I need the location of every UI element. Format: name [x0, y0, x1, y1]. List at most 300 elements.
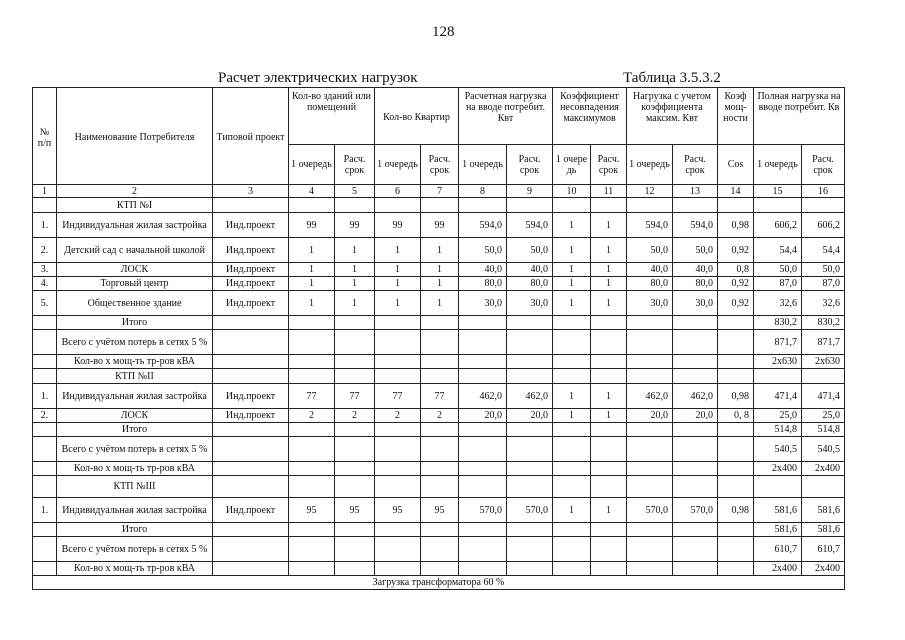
empty-cell	[421, 537, 459, 562]
value-cell: 50,0	[507, 238, 553, 263]
empty-cell	[591, 437, 627, 462]
empty-cell	[335, 523, 375, 537]
value-cell: 25,0	[754, 409, 802, 423]
column-number: 11	[591, 185, 627, 198]
table-row	[33, 213, 845, 238]
value-cell: 50,0	[459, 238, 507, 263]
empty-cell	[591, 369, 627, 384]
empty-cell	[673, 330, 718, 355]
value-cell: 0,8	[718, 263, 754, 277]
empty-cell	[375, 369, 421, 384]
page-number: 128	[432, 24, 455, 40]
empty-cell	[459, 537, 507, 562]
empty-cell	[802, 476, 845, 498]
project-type: Инд.проект	[213, 291, 289, 316]
column-number: 15	[754, 185, 802, 198]
value-cell: 0, 8	[718, 409, 754, 423]
consumer-name: ЛОСК	[57, 409, 213, 423]
total-row	[33, 423, 845, 437]
consumer-name: Детский сад с начальной школой	[57, 238, 213, 263]
transformers-row-value: 2х400	[754, 562, 802, 576]
value-cell: 50,0	[627, 238, 673, 263]
empty-cell	[421, 198, 459, 213]
empty-cell	[673, 437, 718, 462]
value-cell: 581,6	[802, 498, 845, 523]
empty-cell	[459, 437, 507, 462]
empty-cell	[673, 316, 718, 330]
value-cell: 0,92	[718, 277, 754, 291]
column-number: 10	[553, 185, 591, 198]
empty-cell	[627, 355, 673, 369]
empty-cell	[33, 476, 57, 498]
subheader-calc: Расч. срок	[802, 145, 845, 185]
empty-cell	[507, 423, 553, 437]
empty-cell	[33, 330, 57, 355]
empty-cell	[718, 437, 754, 462]
empty-cell	[553, 562, 591, 576]
empty-cell	[718, 369, 754, 384]
value-cell: 2	[289, 409, 335, 423]
column-number: 14	[718, 185, 754, 198]
losses-row-value: 540,5	[802, 437, 845, 462]
value-cell: 1	[591, 291, 627, 316]
header-name: Наименование Потребителя	[57, 88, 213, 185]
value-cell: 606,2	[802, 213, 845, 238]
empty-cell	[459, 562, 507, 576]
table-row	[33, 498, 845, 523]
empty-cell	[553, 437, 591, 462]
empty-cell	[375, 476, 421, 498]
empty-cell	[33, 462, 57, 476]
value-cell: 30,0	[459, 291, 507, 316]
losses-row-value: 871,7	[802, 330, 845, 355]
empty-cell	[507, 476, 553, 498]
empty-cell	[627, 537, 673, 562]
transformers-row	[33, 462, 845, 476]
empty-cell	[335, 462, 375, 476]
empty-cell	[718, 355, 754, 369]
value-cell: 2	[375, 409, 421, 423]
empty-cell	[507, 198, 553, 213]
empty-cell	[33, 423, 57, 437]
empty-cell	[673, 369, 718, 384]
column-number: 13	[673, 185, 718, 198]
empty-cell	[553, 523, 591, 537]
empty-cell	[802, 369, 845, 384]
value-cell: 77	[289, 384, 335, 409]
row-number: 3.	[33, 263, 57, 277]
value-cell: 99	[289, 213, 335, 238]
transformer-load-note: Загрузка трансформатора 60 %	[33, 576, 845, 590]
empty-cell	[507, 369, 553, 384]
empty-cell	[718, 198, 754, 213]
subheader-q1: 1 очередь	[375, 145, 421, 185]
table-row	[33, 384, 845, 409]
document-title: Расчет электрических нагрузок	[218, 70, 418, 86]
project-type: Инд.проект	[213, 384, 289, 409]
empty-cell	[507, 355, 553, 369]
project-type: Инд.проект	[213, 213, 289, 238]
empty-cell	[213, 537, 289, 562]
empty-cell	[718, 523, 754, 537]
empty-cell	[459, 423, 507, 437]
empty-cell	[459, 369, 507, 384]
empty-cell	[421, 316, 459, 330]
empty-cell	[289, 355, 335, 369]
header-apartments: Кол-во Квартир	[375, 88, 459, 145]
value-cell: 1	[335, 277, 375, 291]
value-cell: 99	[421, 213, 459, 238]
subheader-q1: 1 очередь	[459, 145, 507, 185]
empty-cell	[627, 523, 673, 537]
transformers-row-value: 2х630	[754, 355, 802, 369]
empty-cell	[421, 423, 459, 437]
value-cell: 1	[421, 263, 459, 277]
value-cell: 50,0	[673, 238, 718, 263]
header-buildings: Кол-во зданий или помещений	[289, 88, 375, 145]
empty-cell	[591, 198, 627, 213]
value-cell: 1	[289, 263, 335, 277]
value-cell: 462,0	[673, 384, 718, 409]
value-cell: 80,0	[507, 277, 553, 291]
value-cell: 471,4	[754, 384, 802, 409]
empty-cell	[335, 316, 375, 330]
empty-cell	[553, 423, 591, 437]
empty-cell	[213, 369, 289, 384]
column-number: 16	[802, 185, 845, 198]
value-cell: 1	[553, 384, 591, 409]
header-coef-nonsim: Коэффициент несовпадения максимумов	[553, 88, 627, 145]
empty-cell	[421, 369, 459, 384]
empty-cell	[289, 476, 335, 498]
empty-cell	[627, 316, 673, 330]
empty-cell	[335, 355, 375, 369]
value-cell: 1	[553, 277, 591, 291]
header-calc-load: Расчетная нагрузка на вводе потребит. Квт	[459, 88, 553, 145]
value-cell: 1	[335, 291, 375, 316]
subheader-calc: Расч. срок	[335, 145, 375, 185]
value-cell: 1	[553, 409, 591, 423]
empty-cell	[33, 562, 57, 576]
empty-cell	[553, 355, 591, 369]
value-cell: 99	[375, 213, 421, 238]
table-number: Таблица 3.5.3.2	[623, 70, 721, 86]
empty-cell	[591, 355, 627, 369]
empty-cell	[375, 316, 421, 330]
total-row-value: 514,8	[754, 423, 802, 437]
table-row	[33, 238, 845, 263]
empty-cell	[673, 423, 718, 437]
value-cell: 30,0	[627, 291, 673, 316]
empty-cell	[553, 462, 591, 476]
header-load-coef: Нагрузка с учетом коэффициента максим. Квт	[627, 88, 718, 145]
value-cell: 1	[591, 498, 627, 523]
value-cell: 30,0	[507, 291, 553, 316]
empty-cell	[459, 476, 507, 498]
empty-cell	[673, 198, 718, 213]
value-cell: 1	[553, 291, 591, 316]
empty-cell	[459, 355, 507, 369]
row-number: 1.	[33, 498, 57, 523]
total-row-value: 514,8	[802, 423, 845, 437]
empty-cell	[335, 562, 375, 576]
empty-cell	[213, 355, 289, 369]
value-cell: 570,0	[673, 498, 718, 523]
empty-cell	[213, 562, 289, 576]
empty-cell	[718, 462, 754, 476]
value-cell: 32,6	[754, 291, 802, 316]
value-cell: 1	[591, 238, 627, 263]
value-cell: 25,0	[802, 409, 845, 423]
value-cell: 0,98	[718, 213, 754, 238]
total-row-label: Итого	[57, 423, 213, 437]
value-cell: 0,98	[718, 384, 754, 409]
value-cell: 1	[553, 263, 591, 277]
value-cell: 606,2	[754, 213, 802, 238]
empty-cell	[213, 198, 289, 213]
empty-cell	[289, 523, 335, 537]
row-number: 2.	[33, 238, 57, 263]
empty-cell	[754, 198, 802, 213]
empty-cell	[553, 369, 591, 384]
header-power-coef: Коэф мощ-ности	[718, 88, 754, 145]
value-cell: 40,0	[627, 263, 673, 277]
losses-row-value: 610,7	[802, 537, 845, 562]
value-cell: 32,6	[802, 291, 845, 316]
empty-cell	[289, 437, 335, 462]
losses-row-label: Всего с учётом потерь в сетях 5 %	[57, 437, 213, 462]
empty-cell	[33, 355, 57, 369]
project-type: Инд.проект	[213, 277, 289, 291]
value-cell: 462,0	[459, 384, 507, 409]
empty-cell	[421, 476, 459, 498]
empty-cell	[627, 437, 673, 462]
value-cell: 40,0	[673, 263, 718, 277]
losses-row-label: Всего с учётом потерь в сетях 5 %	[57, 330, 213, 355]
empty-cell	[718, 423, 754, 437]
value-cell: 1	[289, 291, 335, 316]
value-cell: 1	[591, 384, 627, 409]
transformers-row	[33, 355, 845, 369]
value-cell: 0,98	[718, 498, 754, 523]
losses-row	[33, 537, 845, 562]
empty-cell	[591, 316, 627, 330]
value-cell: 1	[591, 409, 627, 423]
value-cell: 1	[289, 277, 335, 291]
value-cell: 87,0	[802, 277, 845, 291]
empty-cell	[213, 330, 289, 355]
consumer-name: Торговый центр	[57, 277, 213, 291]
empty-cell	[459, 198, 507, 213]
header-project: Типовой проект	[213, 88, 289, 185]
value-cell: 77	[375, 384, 421, 409]
table-row	[33, 263, 845, 277]
empty-cell	[673, 537, 718, 562]
column-number: 4	[289, 185, 335, 198]
empty-cell	[33, 437, 57, 462]
empty-cell	[33, 537, 57, 562]
electrical-loads-table	[32, 87, 845, 590]
empty-cell	[289, 562, 335, 576]
empty-cell	[335, 369, 375, 384]
value-cell: 570,0	[507, 498, 553, 523]
empty-cell	[33, 523, 57, 537]
value-cell: 54,4	[754, 238, 802, 263]
total-row-value: 830,2	[802, 316, 845, 330]
value-cell: 40,0	[459, 263, 507, 277]
transformers-row-label: Кол-во х мощ-ть тр-ров кВА	[57, 355, 213, 369]
empty-cell	[673, 462, 718, 476]
empty-cell	[375, 423, 421, 437]
consumer-name: Общественное здание	[57, 291, 213, 316]
empty-cell	[507, 537, 553, 562]
column-number: 6	[375, 185, 421, 198]
column-number: 5	[335, 185, 375, 198]
value-cell: 1	[553, 238, 591, 263]
value-cell: 87,0	[754, 277, 802, 291]
empty-cell	[335, 437, 375, 462]
empty-cell	[213, 437, 289, 462]
section-title: КТП №III	[57, 476, 213, 498]
value-cell: 471,4	[802, 384, 845, 409]
empty-cell	[553, 198, 591, 213]
row-number: 4.	[33, 277, 57, 291]
empty-cell	[375, 437, 421, 462]
row-number: 2.	[33, 409, 57, 423]
subheader-calc: Расч. срок	[673, 145, 718, 185]
section-title-row	[33, 198, 845, 213]
column-number: 1	[33, 185, 57, 198]
value-cell: 54,4	[802, 238, 845, 263]
empty-cell	[421, 355, 459, 369]
column-number: 12	[627, 185, 673, 198]
value-cell: 50,0	[754, 263, 802, 277]
empty-cell	[507, 523, 553, 537]
value-cell: 1	[335, 263, 375, 277]
value-cell: 95	[335, 498, 375, 523]
total-row-value: 830,2	[754, 316, 802, 330]
empty-cell	[459, 462, 507, 476]
value-cell: 1	[375, 277, 421, 291]
value-cell: 570,0	[627, 498, 673, 523]
value-cell: 1	[591, 277, 627, 291]
empty-cell	[335, 330, 375, 355]
empty-cell	[33, 316, 57, 330]
value-cell: 1	[591, 213, 627, 238]
value-cell: 581,6	[754, 498, 802, 523]
empty-cell	[213, 316, 289, 330]
empty-cell	[718, 330, 754, 355]
empty-cell	[335, 423, 375, 437]
empty-cell	[591, 523, 627, 537]
empty-cell	[421, 562, 459, 576]
empty-cell	[421, 462, 459, 476]
total-row-value: 581,6	[802, 523, 845, 537]
value-cell: 2	[335, 409, 375, 423]
value-cell: 80,0	[627, 277, 673, 291]
empty-cell	[718, 316, 754, 330]
empty-cell	[375, 537, 421, 562]
row-number: 1.	[33, 213, 57, 238]
column-number: 7	[421, 185, 459, 198]
value-cell: 1	[421, 291, 459, 316]
empty-cell	[335, 198, 375, 213]
section-title: КТП №II	[57, 369, 213, 384]
column-number-row	[33, 185, 845, 198]
transformers-row-value: 2х400	[754, 462, 802, 476]
transformers-row-value: 2х400	[802, 562, 845, 576]
empty-cell	[591, 476, 627, 498]
value-cell: 99	[335, 213, 375, 238]
value-cell: 0,92	[718, 291, 754, 316]
subheader-q1: 1 очередь	[289, 145, 335, 185]
table-row	[33, 409, 845, 423]
empty-cell	[289, 198, 335, 213]
empty-cell	[718, 476, 754, 498]
empty-cell	[33, 369, 57, 384]
column-number: 8	[459, 185, 507, 198]
section-title-row	[33, 369, 845, 384]
empty-cell	[289, 330, 335, 355]
value-cell: 95	[289, 498, 335, 523]
subheader-q1: 1 очередь	[754, 145, 802, 185]
project-type: Инд.проект	[213, 263, 289, 277]
empty-cell	[553, 330, 591, 355]
empty-cell	[421, 437, 459, 462]
empty-cell	[335, 476, 375, 498]
empty-cell	[627, 198, 673, 213]
consumer-name: ЛОСК	[57, 263, 213, 277]
consumer-name: Индивидуальная жилая застройка	[57, 213, 213, 238]
total-row	[33, 523, 845, 537]
empty-cell	[754, 369, 802, 384]
empty-cell	[718, 537, 754, 562]
column-number: 3	[213, 185, 289, 198]
value-cell: 0,92	[718, 238, 754, 263]
empty-cell	[213, 476, 289, 498]
empty-cell	[591, 423, 627, 437]
project-type: Инд.проект	[213, 498, 289, 523]
value-cell: 20,0	[627, 409, 673, 423]
transformers-row-label: Кол-во х мощ-ть тр-ров кВА	[57, 462, 213, 476]
consumer-name: Индивидуальная жилая застройка	[57, 384, 213, 409]
value-cell: 1	[553, 498, 591, 523]
empty-cell	[591, 462, 627, 476]
subheader-calc: Расч. срок	[507, 145, 553, 185]
total-row-value: 581,6	[754, 523, 802, 537]
empty-cell	[802, 198, 845, 213]
value-cell: 1	[591, 263, 627, 277]
empty-cell	[718, 562, 754, 576]
value-cell: 462,0	[507, 384, 553, 409]
empty-cell	[507, 462, 553, 476]
subheader-q1: 1 очере дь	[553, 145, 591, 185]
empty-cell	[673, 562, 718, 576]
losses-row-value: 610,7	[754, 537, 802, 562]
value-cell: 594,0	[507, 213, 553, 238]
project-type: Инд.проект	[213, 409, 289, 423]
value-cell: 40,0	[507, 263, 553, 277]
subheader-calc: Расч. срок	[591, 145, 627, 185]
empty-cell	[421, 330, 459, 355]
empty-cell	[553, 316, 591, 330]
empty-cell	[289, 537, 335, 562]
section-title: КТП №I	[57, 198, 213, 213]
losses-row-label: Всего с учётом потерь в сетях 5 %	[57, 537, 213, 562]
subheader-q1: 1 очередь	[627, 145, 673, 185]
empty-cell	[627, 423, 673, 437]
empty-cell	[507, 330, 553, 355]
